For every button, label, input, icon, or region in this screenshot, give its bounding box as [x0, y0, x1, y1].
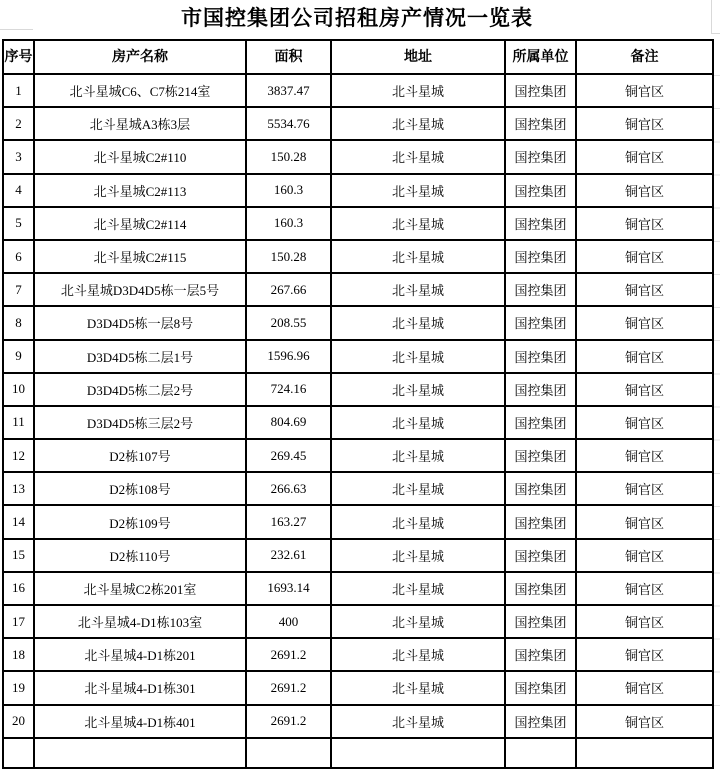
- table-cell: 北斗星城: [331, 505, 505, 538]
- gridline-title-right: [711, 0, 712, 34]
- table-cell: 国控集团: [505, 306, 576, 339]
- table-cell: 3: [3, 140, 34, 173]
- table-cell: 铜官区: [576, 705, 713, 738]
- table-cell: 2: [3, 107, 34, 140]
- table-cell: 铜官区: [576, 373, 713, 406]
- table-cell: [3, 738, 34, 768]
- table-cell: 国控集团: [505, 406, 576, 439]
- table-cell: [34, 738, 246, 768]
- table-cell: 北斗星城: [331, 306, 505, 339]
- gridline-top-left: [0, 29, 33, 30]
- table-cell: 国控集团: [505, 539, 576, 572]
- table-cell: 16: [3, 572, 34, 605]
- table-cell: 北斗星城: [331, 472, 505, 505]
- table-cell: 150.28: [246, 140, 331, 173]
- table-cell: 北斗星城: [331, 439, 505, 472]
- column-header-unit: 所属单位: [505, 40, 576, 74]
- table-row: [3, 306, 713, 339]
- table-cell: 铜官区: [576, 240, 713, 273]
- table-cell: D2栋107号: [34, 439, 246, 472]
- column-header-area: 面积: [246, 40, 331, 74]
- table-row: [3, 240, 713, 273]
- table-row: [3, 107, 713, 140]
- table-cell: 13: [3, 472, 34, 505]
- table-row: [3, 207, 713, 240]
- table-cell: 北斗星城C2#115: [34, 240, 246, 273]
- table-cell: 266.63: [246, 472, 331, 505]
- table-cell: 1596.96: [246, 340, 331, 373]
- table-cell: 国控集团: [505, 671, 576, 704]
- table-cell: 国控集团: [505, 207, 576, 240]
- table-row: [3, 705, 713, 738]
- table-cell: D3D4D5栋三层2号: [34, 406, 246, 439]
- table-cell: 北斗星城: [331, 539, 505, 572]
- table-cell: 铜官区: [576, 439, 713, 472]
- table-cell: 804.69: [246, 406, 331, 439]
- table-cell: 国控集团: [505, 240, 576, 273]
- table-cell: 3837.47: [246, 74, 331, 107]
- table-cell: 北斗星城4-D1栋103室: [34, 605, 246, 638]
- table-cell: 铜官区: [576, 638, 713, 671]
- table-cell: 铜官区: [576, 207, 713, 240]
- table-row: [3, 638, 713, 671]
- table-cell: 铜官区: [576, 572, 713, 605]
- table-row: [3, 472, 713, 505]
- table-cell: 国控集团: [505, 340, 576, 373]
- table-header-row: [3, 40, 713, 74]
- table-cell: 2691.2: [246, 638, 331, 671]
- table-cell: 208.55: [246, 306, 331, 339]
- table-cell: 20: [3, 705, 34, 738]
- table-cell: 铜官区: [576, 671, 713, 704]
- gridline-right-strip: [713, 75, 720, 738]
- table-cell: 北斗星城: [331, 207, 505, 240]
- table-cell: 北斗星城: [331, 671, 505, 704]
- table-row: [3, 373, 713, 406]
- table-row: [3, 505, 713, 538]
- table-cell: 北斗星城: [331, 638, 505, 671]
- table-cell: 北斗星城D3D4D5栋一层5号: [34, 273, 246, 306]
- table-cell: 铜官区: [576, 140, 713, 173]
- table-cell: 150.28: [246, 240, 331, 273]
- table-cell: [331, 738, 505, 768]
- table-cell: D2栋110号: [34, 539, 246, 572]
- table-cell: 铜官区: [576, 472, 713, 505]
- table-cell: 232.61: [246, 539, 331, 572]
- table-cell: 国控集团: [505, 472, 576, 505]
- table-cell: 北斗星城: [331, 273, 505, 306]
- table-cell: [505, 738, 576, 768]
- table-cell: 269.45: [246, 439, 331, 472]
- table-cell: 国控集团: [505, 572, 576, 605]
- table-cell: 北斗星城: [331, 140, 505, 173]
- table-row: [3, 406, 713, 439]
- table-row: [3, 539, 713, 572]
- table-cell: 国控集团: [505, 273, 576, 306]
- column-header-address: 地址: [331, 40, 505, 74]
- table-cell: 国控集团: [505, 705, 576, 738]
- table-cell: 15: [3, 539, 34, 572]
- table-cell: 5534.76: [246, 107, 331, 140]
- table-cell: 铜官区: [576, 605, 713, 638]
- table-cell: 14: [3, 505, 34, 538]
- table-cell: 北斗星城4-D1栋301: [34, 671, 246, 704]
- table-cell: 北斗星城C2#114: [34, 207, 246, 240]
- table-cell: 1693.14: [246, 572, 331, 605]
- table-cell: 19: [3, 671, 34, 704]
- table-row: [3, 340, 713, 373]
- table-cell: 5: [3, 207, 34, 240]
- table-cell: D3D4D5栋二层2号: [34, 373, 246, 406]
- table-cell: 8: [3, 306, 34, 339]
- table-cell: 北斗星城: [331, 705, 505, 738]
- table-cell: D2栋109号: [34, 505, 246, 538]
- table-row: [3, 572, 713, 605]
- table-cell: 国控集团: [505, 74, 576, 107]
- table-cell: 北斗星城4-D1栋401: [34, 705, 246, 738]
- table-cell: 北斗星城: [331, 373, 505, 406]
- table-row: [3, 273, 713, 306]
- page-title: 市国控集团公司招租房产情况一览表: [181, 7, 533, 30]
- column-header-remarks: 备注: [576, 40, 713, 74]
- column-header-serial: 序号: [3, 40, 34, 74]
- table-cell: 18: [3, 638, 34, 671]
- table-cell: 北斗星城: [331, 406, 505, 439]
- table-cell: 160.3: [246, 174, 331, 207]
- table-cell: 北斗星城C2#113: [34, 174, 246, 207]
- table-cell: 铜官区: [576, 74, 713, 107]
- table-row: [3, 605, 713, 638]
- table-cell: 6: [3, 240, 34, 273]
- table-cell: 1: [3, 74, 34, 107]
- table-cell: 北斗星城C2栋201室: [34, 572, 246, 605]
- table-cell: 163.27: [246, 505, 331, 538]
- table-body: [3, 74, 713, 738]
- table-cell: 铜官区: [576, 107, 713, 140]
- table-cell: 4: [3, 174, 34, 207]
- table-cell: 北斗星城C2#110: [34, 140, 246, 173]
- table-cell: 铜官区: [576, 406, 713, 439]
- table-cell: 724.16: [246, 373, 331, 406]
- property-table: [2, 39, 714, 769]
- table-cell: 9: [3, 340, 34, 373]
- table-cell: 17: [3, 605, 34, 638]
- column-header-property: 房产名称: [34, 40, 246, 74]
- table-cell: 国控集团: [505, 638, 576, 671]
- table-cell: 11: [3, 406, 34, 439]
- table-cell: 北斗星城: [331, 340, 505, 373]
- table-cell: 北斗星城A3栋3层: [34, 107, 246, 140]
- table-cell: 北斗星城: [331, 240, 505, 273]
- gridline-title-bottom-right: [711, 33, 720, 34]
- table-cell: 北斗星城4-D1栋201: [34, 638, 246, 671]
- table-row: [3, 671, 713, 704]
- table-partial-row: [3, 738, 713, 768]
- table-cell: D3D4D5栋一层8号: [34, 306, 246, 339]
- table-cell: 北斗星城: [331, 74, 505, 107]
- table-cell: 国控集团: [505, 140, 576, 173]
- table-cell: 10: [3, 373, 34, 406]
- table-cell: 12: [3, 439, 34, 472]
- table-cell: 北斗星城: [331, 605, 505, 638]
- table-row: [3, 174, 713, 207]
- table-cell: 铜官区: [576, 174, 713, 207]
- table-row: [3, 74, 713, 107]
- table-cell: 国控集团: [505, 373, 576, 406]
- table-cell: 2691.2: [246, 671, 331, 704]
- table-cell: 7: [3, 273, 34, 306]
- table-cell: 北斗星城: [331, 572, 505, 605]
- table-cell: 国控集团: [505, 107, 576, 140]
- table-cell: 2691.2: [246, 705, 331, 738]
- table-cell: D3D4D5栋二层1号: [34, 340, 246, 373]
- table-cell: 铜官区: [576, 340, 713, 373]
- table-cell: 267.66: [246, 273, 331, 306]
- table-cell: 400: [246, 605, 331, 638]
- table-cell: 铜官区: [576, 273, 713, 306]
- table-cell: [576, 738, 713, 768]
- table-cell: D2栋108号: [34, 472, 246, 505]
- table-cell: 北斗星城C6、C7栋214室: [34, 74, 246, 107]
- table-cell: 国控集团: [505, 439, 576, 472]
- table-cell: 国控集团: [505, 174, 576, 207]
- table-cell: 铜官区: [576, 505, 713, 538]
- table-cell: 北斗星城: [331, 174, 505, 207]
- table-cell: 北斗星城: [331, 107, 505, 140]
- table-cell: 国控集团: [505, 605, 576, 638]
- table-cell: 国控集团: [505, 505, 576, 538]
- table-row: [3, 140, 713, 173]
- table-cell: 铜官区: [576, 306, 713, 339]
- table-row: [3, 738, 713, 768]
- table-cell: 铜官区: [576, 539, 713, 572]
- table-cell: 160.3: [246, 207, 331, 240]
- table-row: [3, 439, 713, 472]
- table-cell: [246, 738, 331, 768]
